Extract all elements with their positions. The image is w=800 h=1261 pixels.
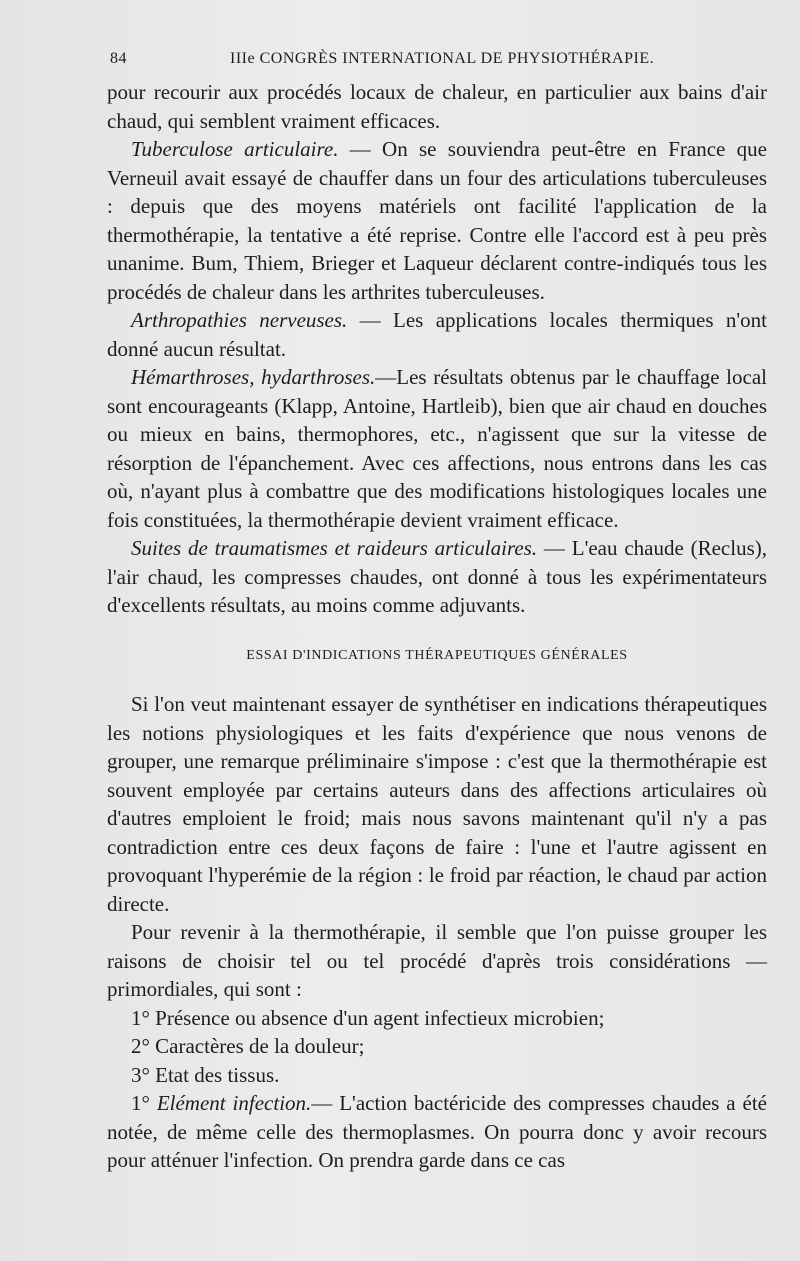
paragraph-heading: Elément infection. bbox=[156, 1091, 312, 1115]
paragraph-heading: Tuberculose articulaire. bbox=[131, 137, 339, 161]
list-item: 1° Présence ou absence d'un agent infectieux microbien; bbox=[131, 1005, 605, 1030]
paragraph-heading: Arthropathies nerveuses. bbox=[131, 308, 348, 332]
paragraph: Suites de traumatismes et raideurs articulaires. — L'eau chaude (Reclus), l'air chaud, les compresses chaudes, ont donné à tous les expérimentateurs d'excellents résultats, au moins comme adjuvants. bbox=[107, 536, 768, 617]
paragraph: Pour revenir à la thermothérapie, il semble que l'on puisse grouper les raisons de choisir tel ou tel procédé d'après trois considérations — primordiales, qui sont : bbox=[107, 920, 767, 1001]
running-title: IIIe CONGRÈS INTERNATIONAL DE PHYSIOTHÉRAPIE. bbox=[230, 50, 655, 67]
paragraph: Tuberculose articulaire. — On se souviendra peut-être en France que Verneuil avait essayé de chauffer dans un four des articulations tuberculeuses : depuis que des moyens matériels ont facilité l'application de la thermothérapie, la tentative a été reprise. Contre elle l'accord est à peu près unanime. Bum, Thiem, Brieger et Laqueur déclarent contre-indiqués tous les procédés de chaleur dans les arthrites tuberculeuses. bbox=[107, 137, 767, 304]
list-item: 3° Etat des tissus. bbox=[131, 1062, 280, 1087]
page-body bbox=[107, 78, 767, 1175]
paragraph: Hémarthroses, hydarthroses.—Les résultats obtenus par le chauffage local sont encourageants (Klapp, Antoine, Hartleib), bien que air chaud en douches ou mieux en bains, thermophores, etc., n'agissent que sur la vitesse de résorption de l'épanchement. Avec ces affections, nous entrons dans les cas où, n'ayant plus à combattre que des modifications histologiques locales une fois constituées, la thermothérapie devient vraiment efficace. bbox=[107, 365, 767, 532]
page-number: 84 bbox=[110, 50, 127, 67]
paragraph: pour recourir aux procédés locaux de chaleur, en particulier aux bains d'air chaud, qui semblent vraiment efficaces. bbox=[107, 80, 767, 133]
paragraph: Si l'on veut maintenant essayer de synthétiser en indications thérapeutiques les notions physiologiques et les faits d'expérience que nous venons de grouper, une remarque préliminaire s'impose : c'est que la thermothérapie est souvent employée par certains auteurs dans des affections articulaires où d'autres emploient le froid; mais nous savons maintenant qu'il n'y a pas contradiction entre ces deux façons de faire : l'une et l'autre agissent en provoquant l'hyperémie de la région : le froid par réaction, le chaud par action directe. bbox=[107, 692, 767, 916]
paragraph: 1° Elément infection.— L'action bactéricide des compresses chaudes a été notée, de même celle des thermoplasmes. On pourra donc y avoir recours pour atténuer l'infection. On prendra garde dans ce cas bbox=[107, 1091, 767, 1172]
section-title: ESSAI D'INDICATIONS THÉRAPEUTIQUES GÉNÉRALES bbox=[246, 647, 628, 663]
list-item: 2° Caractères de la douleur; bbox=[131, 1034, 365, 1058]
paragraph: Arthropathies nerveuses. — Les applications locales thermiques n'ont donné aucun résultat. bbox=[107, 308, 767, 361]
paragraph-heading: Hémarthroses, hydarthroses. bbox=[131, 365, 376, 389]
paragraph-heading: Suites de traumatismes et raideurs articulaires. bbox=[131, 536, 538, 560]
page-header bbox=[110, 50, 710, 74]
